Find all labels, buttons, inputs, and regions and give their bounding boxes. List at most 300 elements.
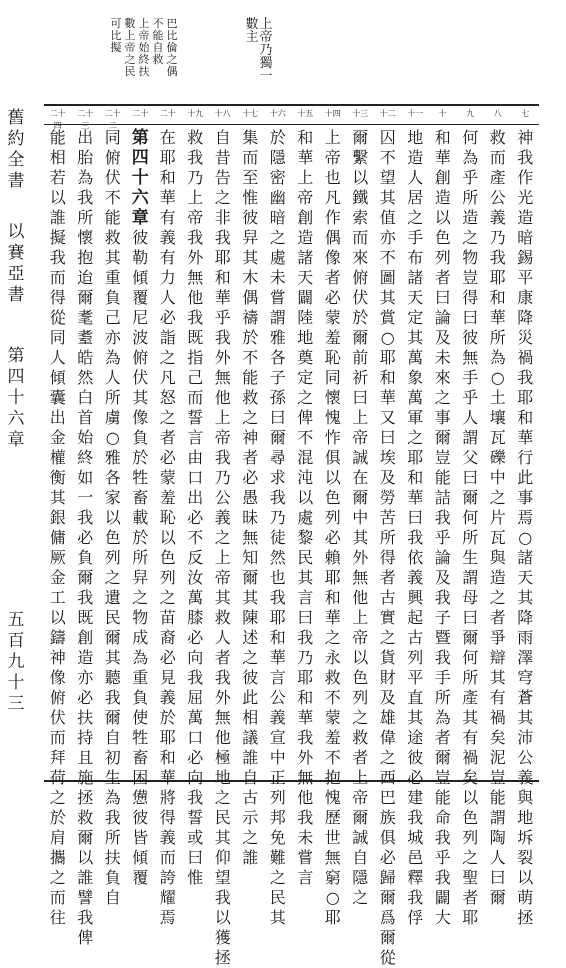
- glyph: 誰: [49, 208, 66, 227]
- glyph: 相: [49, 148, 66, 167]
- glyph: 雨: [517, 628, 534, 647]
- glyph: 我: [187, 668, 204, 687]
- glyph: 指: [187, 348, 204, 367]
- glyph: 矣: [489, 728, 506, 747]
- glyph: 民: [214, 808, 231, 827]
- glyph: 乎: [434, 848, 451, 867]
- glyph: 其: [214, 828, 231, 847]
- glyph: 口: [187, 468, 204, 487]
- glyph: 者: [434, 728, 451, 747]
- text-column: [129, 128, 151, 887]
- glyph: 必: [407, 768, 424, 787]
- glyph: 外: [214, 348, 231, 367]
- glyph: 雄: [379, 708, 396, 727]
- glyph: 辯: [489, 648, 506, 667]
- glyph: 耋: [77, 328, 94, 347]
- glyph: 其: [462, 708, 479, 727]
- glyph: 錫: [517, 248, 534, 267]
- text-column: [294, 128, 316, 887]
- glyph: 造: [517, 208, 534, 227]
- glyph: 各: [104, 468, 121, 487]
- glyph: 不: [324, 748, 341, 767]
- glyph: 和: [214, 268, 231, 287]
- glyph: 無: [242, 528, 259, 547]
- glyph: 之: [214, 188, 231, 207]
- glyph: 救: [104, 228, 121, 247]
- glyph: 爾: [379, 928, 396, 947]
- glyph: 萬: [187, 708, 204, 727]
- glyph: 之: [242, 408, 259, 427]
- line-number: 十九: [187, 109, 204, 118]
- glyph: 地: [517, 808, 534, 827]
- glyph: 索: [352, 208, 369, 227]
- glyph: 列: [352, 688, 369, 707]
- glyph: 他: [297, 788, 314, 807]
- glyph: 拯: [77, 788, 94, 807]
- glyph: 為: [77, 168, 94, 187]
- glyph: 像: [324, 248, 341, 267]
- glyph: 誓: [187, 808, 204, 827]
- glyph: 懷: [77, 228, 94, 247]
- glyph: 施: [77, 768, 94, 787]
- glyph: 中: [352, 508, 369, 527]
- glyph: 之: [489, 488, 506, 507]
- glyph: 以: [517, 868, 534, 887]
- glyph: 和: [269, 628, 286, 647]
- glyph: 生: [104, 768, 121, 787]
- glyph: 向: [187, 648, 204, 667]
- glyph: 曰: [187, 848, 204, 867]
- glyph: 不: [152, 17, 164, 30]
- glyph: 地: [407, 128, 424, 147]
- glyph: 帝: [352, 428, 369, 447]
- glyph: 而: [49, 268, 66, 287]
- line-number: 十三: [352, 109, 369, 118]
- glyph: 孫: [269, 388, 286, 407]
- glyph: 扶: [138, 65, 150, 78]
- glyph: 負: [104, 868, 121, 887]
- glyph: 中: [489, 468, 506, 487]
- glyph: 裔: [159, 628, 176, 647]
- glyph: 自: [214, 128, 231, 147]
- glyph: 人: [489, 848, 506, 867]
- glyph: 終: [138, 53, 150, 66]
- glyph: 和: [407, 468, 424, 487]
- glyph: 同: [324, 368, 341, 387]
- glyph: 言: [187, 428, 204, 447]
- glyph: 有: [489, 688, 506, 707]
- glyph: 曰: [352, 388, 369, 407]
- glyph: 其: [297, 568, 314, 587]
- glyph: 爾: [352, 808, 369, 827]
- glyph: 產: [462, 688, 479, 707]
- glyph: 第: [7, 346, 25, 366]
- glyph: 上: [187, 188, 204, 207]
- glyph: 其: [269, 908, 286, 927]
- glyph: 古: [242, 788, 259, 807]
- glyph: 耶: [324, 908, 341, 927]
- glyph: 胎: [77, 148, 94, 167]
- glyph: 能: [434, 468, 451, 487]
- glyph: 列: [269, 788, 286, 807]
- glyph: 曰: [297, 608, 314, 627]
- glyph: 者: [159, 428, 176, 447]
- glyph: 以: [352, 168, 369, 187]
- glyph: 比: [166, 29, 178, 42]
- glyph: 不: [187, 528, 204, 547]
- glyph: 所: [104, 388, 121, 407]
- glyph: 宣: [269, 728, 286, 747]
- glyph: 列: [434, 248, 451, 267]
- glyph: 扶: [104, 848, 121, 867]
- glyph: 乃: [214, 468, 231, 487]
- glyph: 事: [517, 488, 534, 507]
- glyph: 始: [77, 428, 94, 447]
- glyph: 汝: [187, 568, 204, 587]
- glyph: 降: [517, 308, 534, 327]
- text-column: [239, 128, 261, 867]
- line-number: 二十四: [49, 109, 66, 130]
- line-number: 十六: [269, 109, 286, 118]
- glyph: 布: [407, 248, 424, 267]
- glyph: 羞: [159, 488, 176, 507]
- margin-note: [246, 18, 258, 96]
- glyph: 華: [434, 148, 451, 167]
- glyph: 耄: [77, 308, 94, 327]
- glyph: 免: [269, 828, 286, 847]
- glyph: 厥: [49, 548, 66, 567]
- glyph: 我: [49, 248, 66, 267]
- glyph: 天: [517, 568, 534, 587]
- glyph: 行: [517, 448, 534, 467]
- glyph: 聽: [104, 668, 121, 687]
- glyph: 自: [104, 888, 121, 907]
- glyph: 望: [379, 168, 396, 187]
- glyph: 他: [352, 588, 369, 607]
- glyph: 論: [434, 548, 451, 567]
- glyph: 萬: [407, 348, 424, 367]
- glyph: 他: [214, 388, 231, 407]
- glyph: 創: [434, 168, 451, 187]
- glyph: 闢: [434, 888, 451, 907]
- glyph: 子: [434, 608, 451, 627]
- glyph: 俾: [77, 928, 94, 947]
- glyph: 手: [407, 228, 424, 247]
- glyph: 古: [407, 628, 424, 647]
- glyph: 貨: [379, 648, 396, 667]
- glyph: 首: [77, 408, 94, 427]
- glyph: 負: [104, 288, 121, 307]
- glyph: 舁: [242, 228, 259, 247]
- glyph: 降: [517, 608, 534, 627]
- glyph: 木: [242, 268, 259, 287]
- glyph: 耶: [214, 248, 231, 267]
- glyph: 民: [297, 548, 314, 567]
- glyph: 列: [407, 648, 424, 667]
- glyph: 隱: [352, 868, 369, 887]
- glyph: 他: [187, 288, 204, 307]
- glyph: 人: [49, 348, 66, 367]
- line-number: 十七: [242, 109, 259, 118]
- glyph: 我: [77, 588, 94, 607]
- glyph: 必: [187, 628, 204, 647]
- glyph: 以: [324, 468, 341, 487]
- glyph: 救: [187, 128, 204, 147]
- glyph: 必: [242, 468, 259, 487]
- glyph: 救: [489, 128, 506, 147]
- glyph: 之: [49, 788, 66, 807]
- glyph: 人: [104, 368, 121, 387]
- glyph: 外: [214, 688, 231, 707]
- glyph: 與: [517, 788, 534, 807]
- glyph: 救: [324, 668, 341, 687]
- glyph: 往: [49, 908, 66, 927]
- glyph: 其: [517, 588, 534, 607]
- glyph: 之: [104, 568, 121, 587]
- glyph: 反: [187, 548, 204, 567]
- glyph: 全: [7, 150, 25, 170]
- glyph: 數: [245, 17, 259, 32]
- glyph: 牲: [132, 468, 149, 487]
- glyph: 屈: [187, 688, 204, 707]
- glyph: 西: [379, 768, 396, 787]
- glyph: 大: [434, 908, 451, 927]
- glyph: 帝: [259, 30, 273, 45]
- glyph: 凡: [324, 188, 341, 207]
- glyph: 傾: [132, 268, 149, 287]
- glyph: 上: [297, 168, 314, 187]
- glyph: 物: [462, 248, 479, 267]
- glyph: 有: [159, 208, 176, 227]
- glyph: 外: [352, 548, 369, 567]
- text-column: [184, 128, 206, 887]
- glyph: 列: [159, 568, 176, 587]
- glyph: 出: [77, 128, 94, 147]
- glyph: 其: [489, 668, 506, 687]
- glyph: 華: [297, 148, 314, 167]
- book-name: [8, 222, 25, 306]
- glyph: 成: [132, 628, 149, 647]
- glyph: 比: [110, 29, 122, 42]
- glyph: 我: [269, 588, 286, 607]
- glyph: 其: [379, 188, 396, 207]
- glyph: 昔: [214, 148, 231, 167]
- glyph: 其: [352, 528, 369, 547]
- glyph: 之: [166, 53, 178, 66]
- glyph: 手: [462, 368, 479, 387]
- glyph: 乎: [462, 388, 479, 407]
- text-column: [514, 128, 536, 927]
- glyph: 誇: [159, 868, 176, 887]
- glyph: 穹: [517, 668, 534, 687]
- glyph: 困: [132, 768, 149, 787]
- glyph: 和: [297, 128, 314, 147]
- glyph: 出: [187, 488, 204, 507]
- glyph: 未: [297, 828, 314, 847]
- glyph: 告: [214, 168, 231, 187]
- glyph: 陶: [489, 828, 506, 847]
- glyph: 曰: [269, 408, 286, 427]
- glyph: 人: [407, 168, 424, 187]
- glyph: 以: [7, 222, 25, 242]
- glyph: 五: [7, 610, 25, 630]
- glyph: 圖: [379, 268, 396, 287]
- glyph: 隱: [269, 148, 286, 167]
- glyph: 禍: [517, 348, 534, 367]
- glyph: 蒼: [517, 688, 534, 707]
- glyph: 造: [77, 648, 94, 667]
- glyph: 泥: [489, 748, 506, 767]
- glyph: 暨: [434, 628, 451, 647]
- glyph: 持: [77, 728, 94, 747]
- glyph: 闢: [297, 288, 314, 307]
- glyph: 九: [7, 652, 25, 672]
- glyph: 亞: [7, 264, 25, 284]
- glyph: 波: [132, 328, 149, 347]
- glyph: 亦: [104, 328, 121, 347]
- glyph: 豈: [462, 268, 479, 287]
- glyph: 我: [104, 688, 121, 707]
- glyph: 定: [297, 368, 314, 387]
- glyph: 歸: [379, 868, 396, 887]
- glyph: 俘: [407, 908, 424, 927]
- glyph: 以: [104, 508, 121, 527]
- glyph: 造: [297, 228, 314, 247]
- line-number: 二十: [159, 109, 176, 118]
- glyph: 和: [159, 748, 176, 767]
- glyph: 義: [517, 768, 534, 787]
- glyph: 曰: [462, 468, 479, 487]
- glyph: 列: [324, 508, 341, 527]
- glyph: 羞: [324, 728, 341, 747]
- glyph: 羞: [324, 328, 341, 347]
- glyph: 祈: [352, 368, 369, 387]
- glyph: 耶: [159, 728, 176, 747]
- glyph: 苗: [159, 608, 176, 627]
- glyph: 言: [297, 868, 314, 887]
- margin-notes-right: [246, 18, 272, 96]
- glyph: 處: [297, 508, 314, 527]
- line-number: 九: [466, 109, 475, 118]
- glyph: 上: [124, 29, 136, 42]
- glyph: 為: [462, 148, 479, 167]
- glyph: 在: [159, 128, 176, 147]
- glyph: ○: [518, 528, 533, 547]
- line-number: 二十二: [104, 109, 121, 130]
- glyph: 惟: [242, 188, 259, 207]
- glyph: 肩: [49, 828, 66, 847]
- glyph: 爾: [269, 428, 286, 447]
- glyph: 財: [379, 668, 396, 687]
- glyph: 誰: [242, 748, 259, 767]
- glyph: 謂: [462, 428, 479, 447]
- glyph: 偶: [166, 65, 178, 78]
- glyph: 古: [379, 588, 396, 607]
- glyph: 能: [152, 29, 164, 42]
- chapter-header: [8, 346, 25, 451]
- glyph: 能: [489, 788, 506, 807]
- glyph: 耶: [269, 608, 286, 627]
- glyph: 之: [132, 588, 149, 607]
- glyph: 暗: [269, 208, 286, 227]
- glyph: 述: [242, 628, 259, 647]
- glyph: 陸: [297, 308, 314, 327]
- margin-notes-left: [110, 18, 178, 96]
- glyph: 乃: [297, 648, 314, 667]
- glyph: 裂: [517, 848, 534, 867]
- glyph: 工: [49, 588, 66, 607]
- glyph: 救: [352, 728, 369, 747]
- glyph: 爭: [489, 628, 506, 647]
- glyph: 創: [77, 628, 94, 647]
- glyph: 謂: [489, 808, 506, 827]
- glyph: 禍: [489, 708, 506, 727]
- glyph: 牲: [132, 728, 149, 747]
- glyph: 我: [187, 148, 204, 167]
- glyph: 實: [379, 608, 396, 627]
- glyph: 爾: [104, 708, 121, 727]
- glyph: 望: [214, 868, 231, 887]
- glyph: 己: [104, 308, 121, 327]
- glyph: 耶: [324, 568, 341, 587]
- glyph: 作: [517, 168, 534, 187]
- glyph: 傾: [132, 848, 149, 867]
- glyph: 爾: [77, 288, 94, 307]
- glyph: 民: [269, 888, 286, 907]
- glyph: 地: [297, 328, 314, 347]
- glyph: 六: [7, 409, 25, 429]
- glyph: 上: [214, 548, 231, 567]
- glyph: 畜: [132, 488, 149, 507]
- glyph: 之: [49, 868, 66, 887]
- glyph: 上: [352, 408, 369, 427]
- glyph: 我: [434, 648, 451, 667]
- glyph: 亦: [379, 228, 396, 247]
- glyph: 諸: [297, 248, 314, 267]
- glyph: 作: [324, 208, 341, 227]
- glyph: 我: [297, 628, 314, 647]
- glyph: 為: [132, 648, 149, 667]
- glyph: 擬: [49, 228, 66, 247]
- glyph: 公: [214, 488, 231, 507]
- glyph: 扶: [77, 708, 94, 727]
- glyph: 義: [159, 688, 176, 707]
- glyph: 命: [434, 808, 451, 827]
- glyph: 曰: [489, 868, 506, 887]
- glyph: 蒙: [159, 468, 176, 487]
- glyph: 爾: [242, 568, 259, 587]
- glyph: 十: [7, 673, 25, 693]
- glyph: 而: [159, 848, 176, 867]
- glyph: 約: [7, 129, 25, 149]
- glyph: 亦: [77, 668, 94, 687]
- glyph: 華: [407, 488, 424, 507]
- line-number: 十四: [324, 109, 341, 118]
- glyph: 於: [269, 128, 286, 147]
- glyph: 萌: [517, 888, 534, 907]
- glyph: 我: [407, 888, 424, 907]
- glyph: 誠: [352, 448, 369, 467]
- glyph: 釋: [407, 868, 424, 887]
- glyph: 之: [489, 588, 506, 607]
- glyph: 俱: [379, 828, 396, 847]
- glyph: 然: [77, 368, 94, 387]
- glyph: 得: [49, 288, 66, 307]
- glyph: 義: [214, 508, 231, 527]
- glyph: 至: [242, 168, 259, 187]
- glyph: 於: [242, 328, 259, 347]
- glyph: 華: [297, 708, 314, 727]
